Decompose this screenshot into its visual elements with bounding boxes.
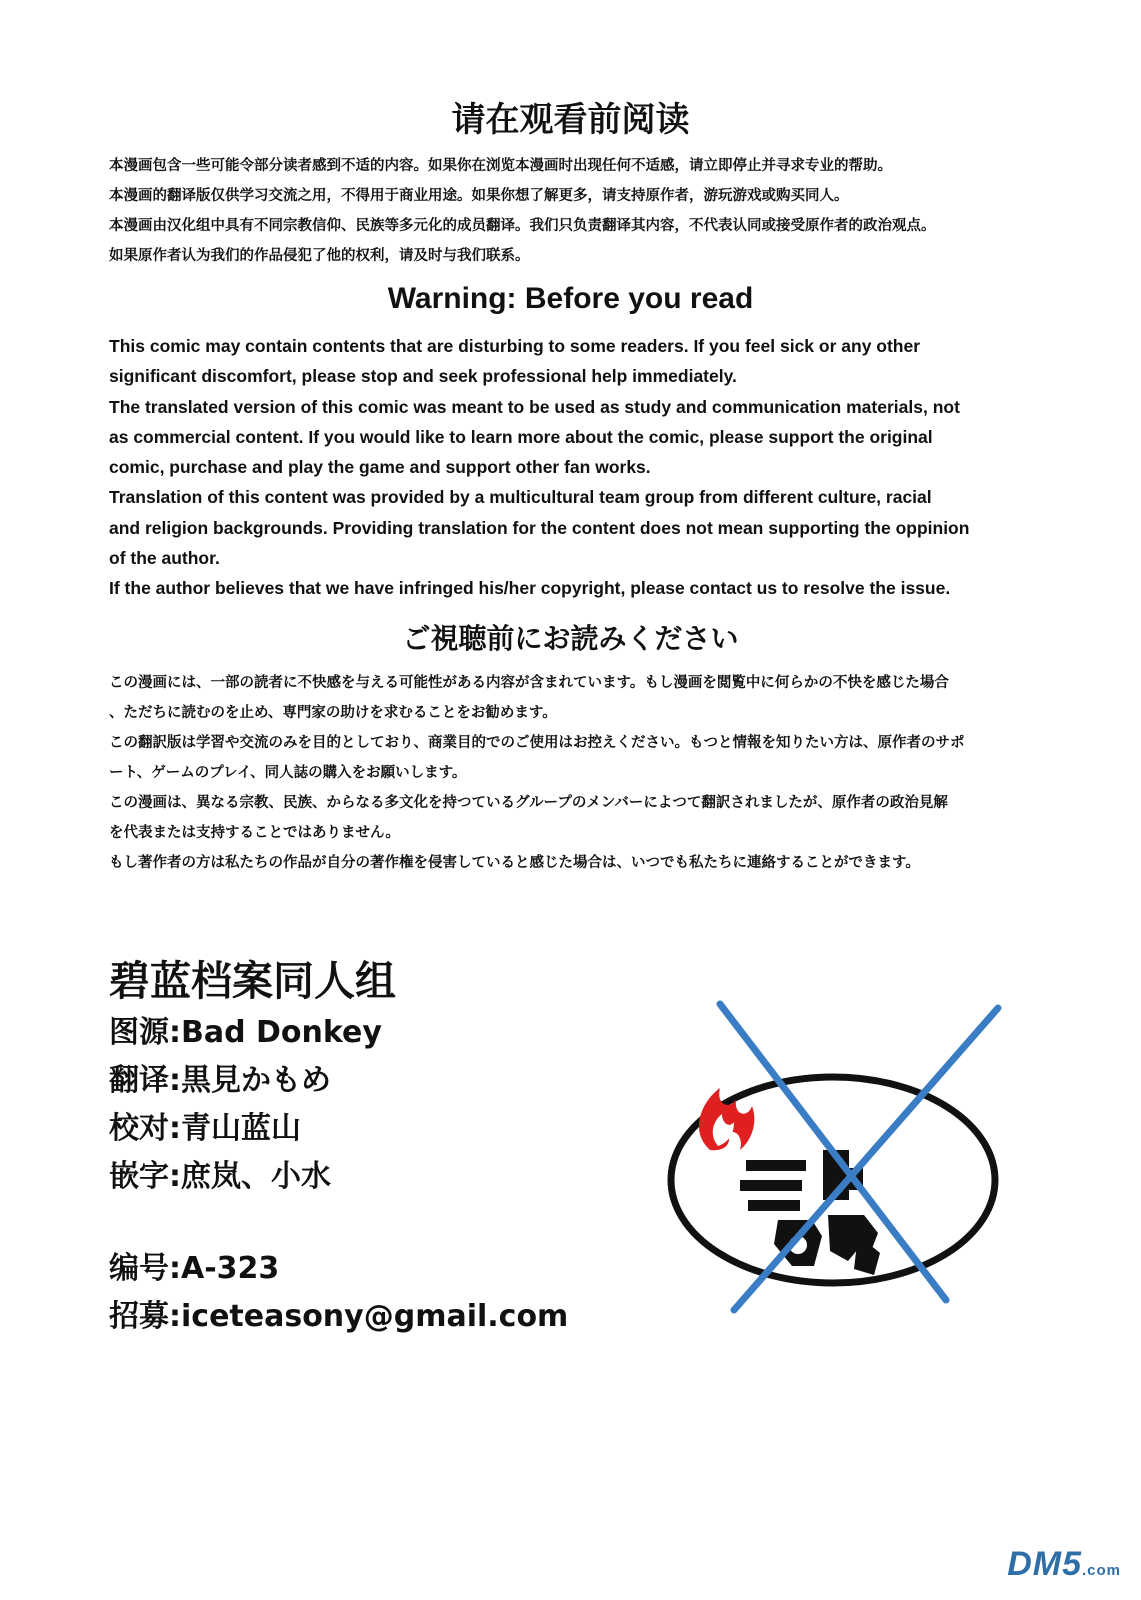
watermark-suffix: .com: [1081, 1562, 1121, 1579]
credit-translation: 翻译:黒見かもめ: [109, 1063, 331, 1098]
japanese-notice-line: ート、ゲームのプレイ、同人誌の購入をお願いします。: [109, 765, 467, 781]
credit-proofreading: 校对:青山蓝山: [109, 1111, 301, 1146]
japanese-notice-line: 、ただちに読むのを止め、専門家の助けを求むることをお勧めます。: [109, 705, 557, 721]
chinese-notice-body: [109, 151, 1039, 271]
group-emblem-icon: [648, 1000, 1028, 1340]
group-name: 碧蓝档案同人组: [109, 957, 396, 1005]
credit-source: 图源:Bad Donkey: [109, 1015, 382, 1050]
english-notice-line: comic, purchase and play the game and support other fan works.: [109, 457, 651, 478]
english-notice-line: This comic may contain contents that are disturbing to some readers. If you feel sick or any other: [109, 336, 921, 356]
watermark-brand: DM5: [1007, 1545, 1082, 1583]
site-watermark: [1007, 1545, 1121, 1584]
japanese-notice-line: この漫画には、一部の読者に不快感を与える可能性がある内容が含まれています。もし漫画を閲覧中に何らかの不快を感じた場合: [109, 675, 949, 691]
credit-typesetting: 嵌字:庶岚、小水: [109, 1159, 331, 1194]
english-notice-line: as commercial content. If you would like to learn more about the comic, please support the original: [109, 426, 933, 447]
chinese-notice-line: 本漫画由汉化组中具有不同宗教信仰、民族等多元化的成员翻译。我们只负责翻译其内容，不代表认同或接受原作者的政治观点。: [109, 218, 936, 234]
japanese-notice-line: もし著作者の方は私たちの作品が自分の著作権を侵害していると感じた場合は、いつでも私たちに連絡することができます。: [109, 855, 920, 871]
japanese-notice-title: ご視聴前にお読みください: [402, 622, 739, 655]
chinese-notice-line: 本漫画包含一些可能令部分读者感到不适的内容。如果你在浏览本漫画时出现任何不适感，请立即停止并寻求专业的帮助。: [109, 158, 892, 174]
credit-number: 编号:A-323: [109, 1251, 280, 1286]
english-notice-line: Translation of this content was provided by a multicultural team group from different culture, racial: [109, 487, 932, 508]
english-notice-line: The translated version of this comic was meant to be used as study and communication materials, not: [109, 396, 960, 417]
japanese-notice-line: を代表または支持することではありません。: [109, 825, 400, 841]
english-notice-line: of the author.: [109, 548, 220, 569]
english-notice-line: If the author believes that we have infringed his/her copyright, please contact us to resolve the issue.: [109, 578, 951, 599]
english-notice-line: and religion backgrounds. Providing translation for the content does not mean supporting the oppinion: [109, 517, 970, 538]
japanese-notice-line: この翻訳版は学習や交流のみを目的としており、商業目的でのご使用はお控えください。もつと情報を知りたい方は、原作者のサポ: [109, 735, 965, 751]
english-notice-body: [109, 331, 1039, 604]
credits-block: [109, 953, 568, 1341]
chinese-notice-line: 如果原作者认为我们的作品侵犯了他的权利，请及时与我们联系。: [109, 248, 530, 264]
english-notice-line: significant discomfort, please stop and seek professional help immediately.: [109, 366, 737, 387]
chinese-notice-line: 本漫画的翻译版仅供学习交流之用，不得用于商业用途。如果你想了解更多，请支持原作者，游玩游戏或购买同人。: [109, 188, 849, 204]
japanese-notice-line: この漫画は、異なる宗教、民族、からなる多文化を持つているグループのメンバーによつて翻訳されましたが、原作者の政治見解: [109, 795, 948, 811]
credit-recruit-email[interactable]: 招募:iceteasony@gmail.com: [109, 1299, 569, 1334]
chinese-notice-title: 请在观看前阅读: [451, 100, 690, 140]
japanese-notice-body: [109, 668, 1039, 878]
english-notice-title: Warning: Before you read: [387, 282, 754, 315]
